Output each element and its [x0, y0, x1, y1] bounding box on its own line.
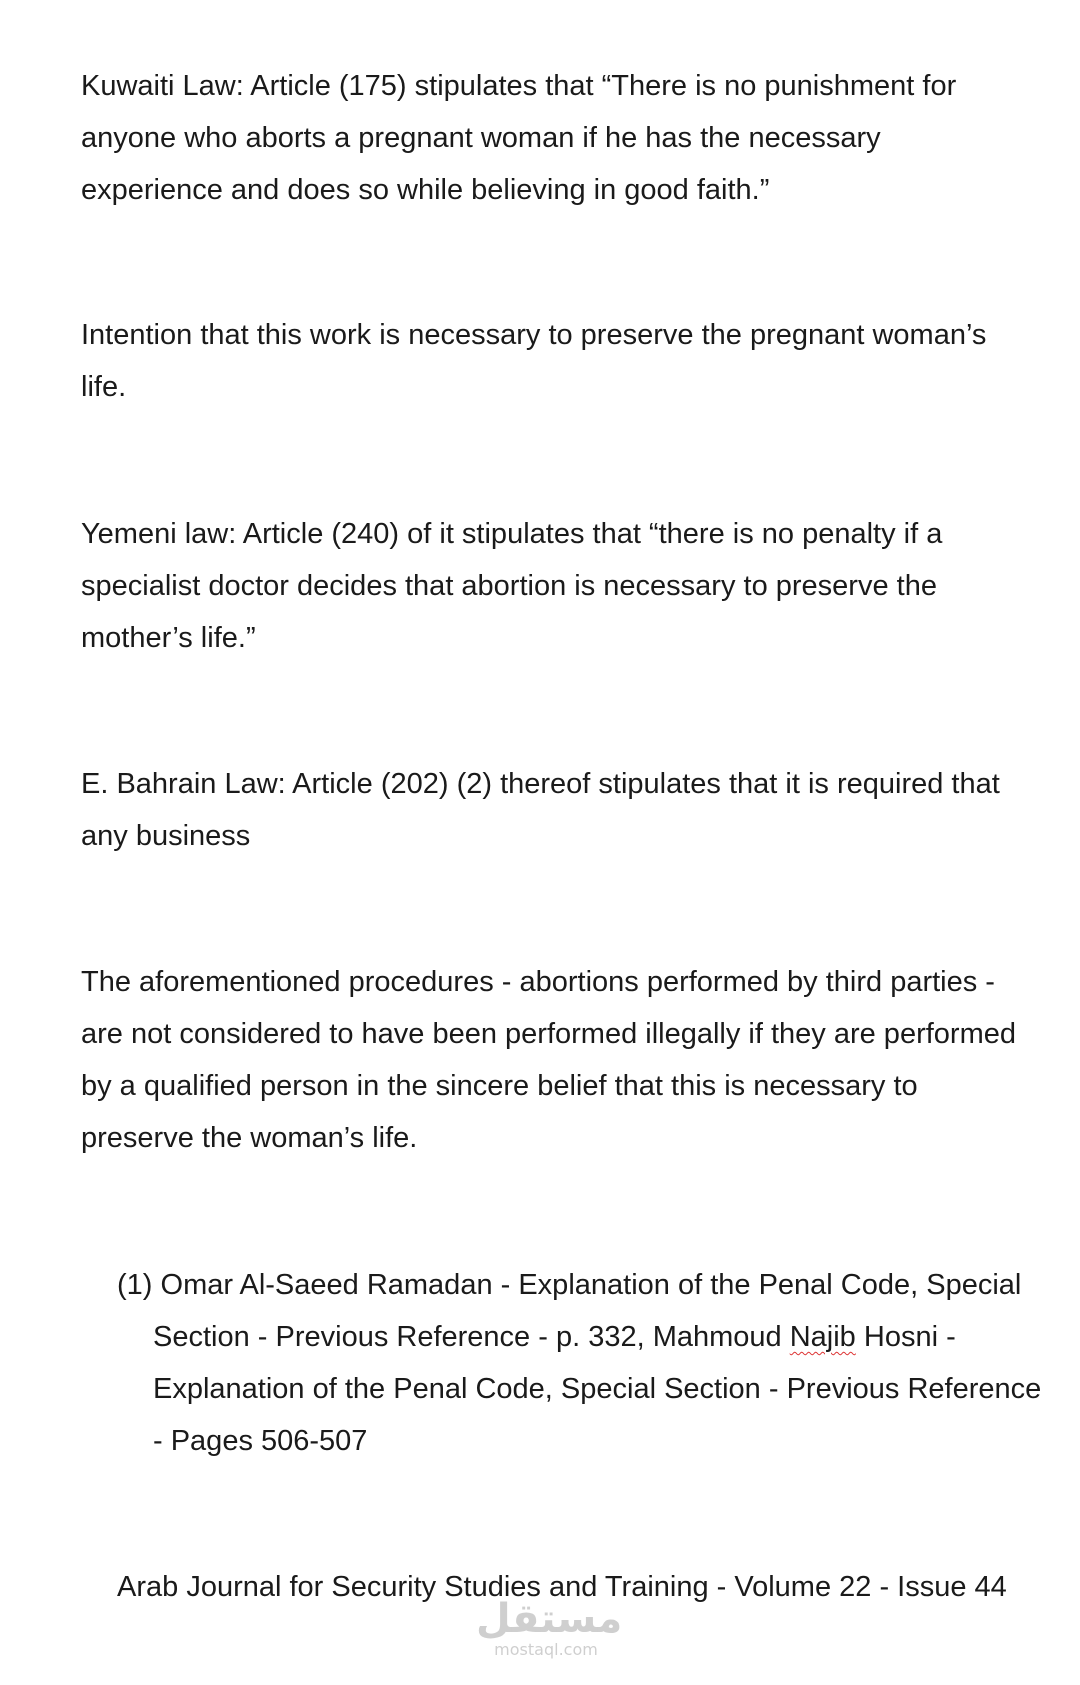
watermark-arabic-text: مستقل: [476, 1596, 623, 1642]
paragraph-yemeni-law: Yemeni law: Article (240) of it stipulates that “there is no penalty if a specialist doctor decides that abortion is necessary to preserve the mother’s life.”: [81, 518, 943, 654]
footnote-text-before: Omar Al-Saeed Ramadan - Explanation of the Penal Code, Special Section - Previous Reference - p. 332, Mahmoud: [153, 1269, 1022, 1353]
watermark-latin-text: mostaql.com: [494, 1640, 598, 1659]
journal-citation: Arab Journal for Security Studies and Training - Volume 22 - Issue 44: [117, 1571, 1007, 1603]
footnote: [117, 1259, 1058, 1467]
footnote-number: (1): [117, 1269, 153, 1301]
paragraph-bahrain-law: E. Bahrain Law: Article (202) (2) thereof stipulates that it is required that any business: [81, 768, 1000, 852]
paragraph-procedures: The aforementioned procedures - abortions performed by third parties - are not considered to have been performed illegally if they are performed by a qualified person in the sincere belief that this is necessary to preserve the woman’s life.: [81, 966, 1016, 1154]
paragraph-kuwaiti-law: Kuwaiti Law: Article (175) stipulates that “There is no punishment for anyone who aborts a pregnant woman if he has the necessary experience and does so while believing in good faith.”: [81, 70, 957, 206]
paragraph-intention: Intention that this work is necessary to preserve the pregnant woman’s life.: [81, 319, 987, 403]
spellcheck-flagged-word[interactable]: Najib: [789, 1321, 856, 1353]
footnote-text-after: Hosni - Explanation of the Penal Code, Special Section - Previous Reference - Pages 506-507: [153, 1321, 1042, 1457]
mostaql-watermark-logo: [476, 1596, 623, 1667]
